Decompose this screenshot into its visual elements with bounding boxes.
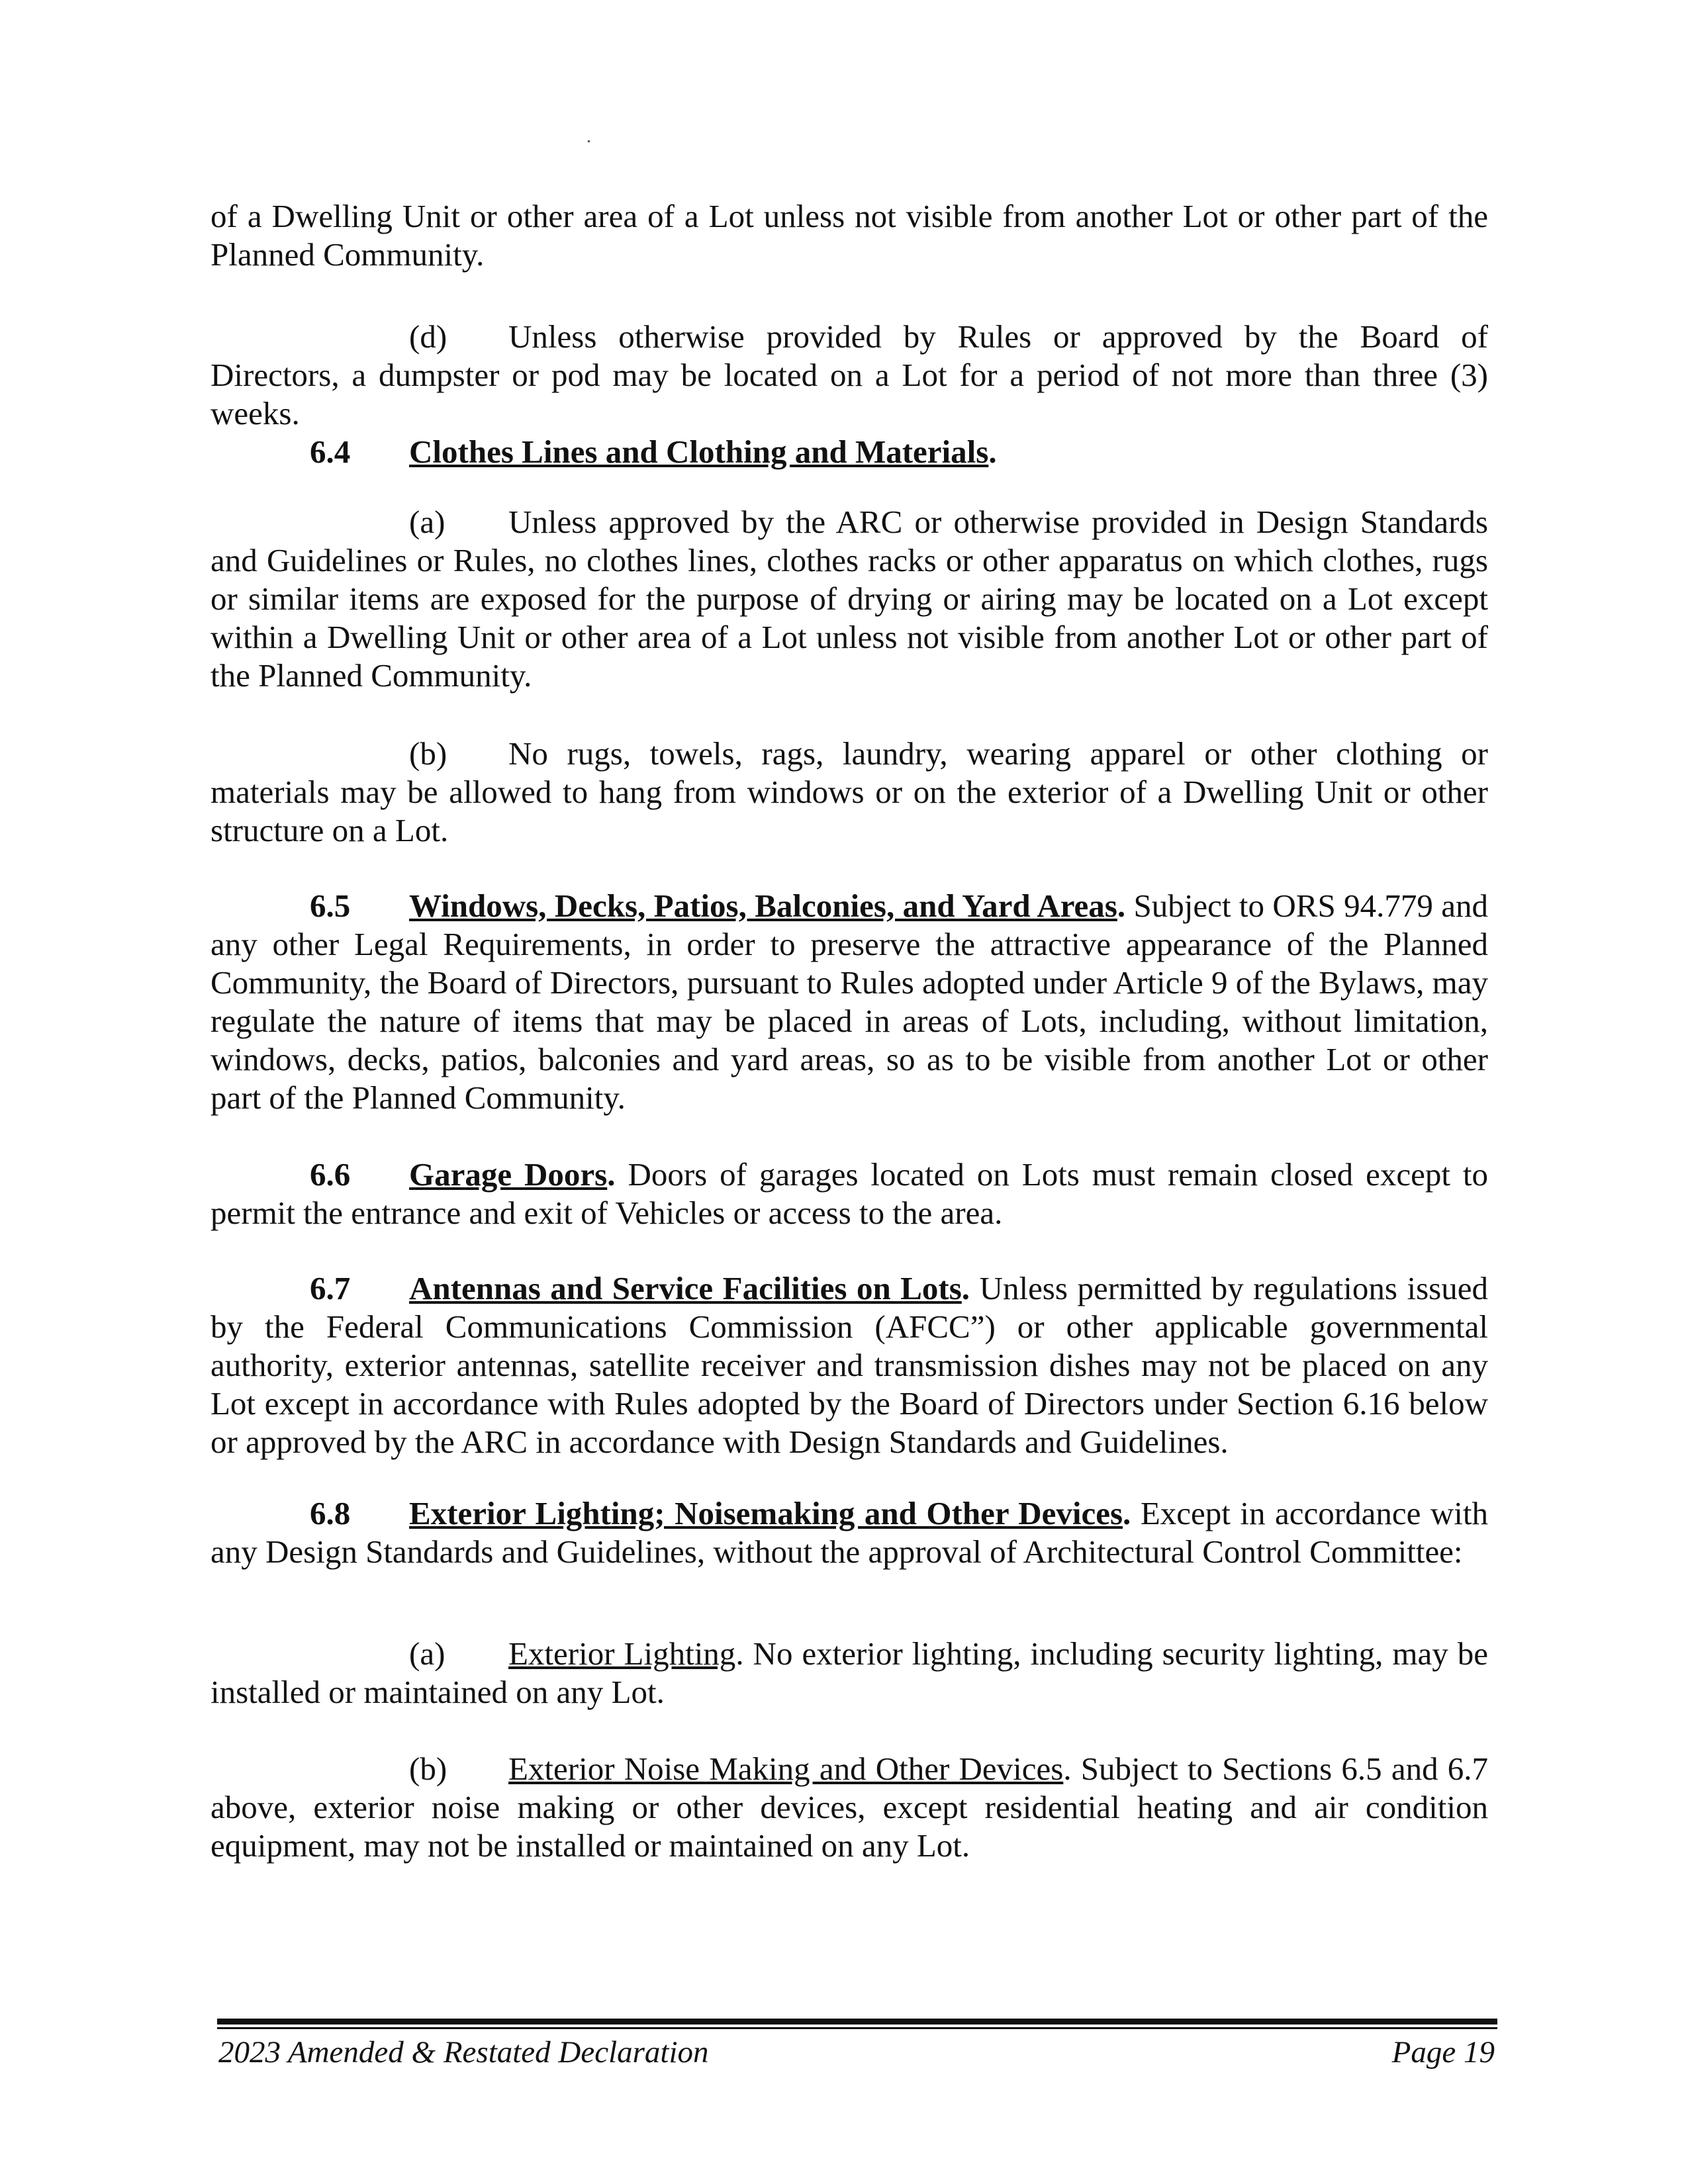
- section-6-7-title: Antennas and Service Facilities on Lots: [409, 1270, 962, 1306]
- section-6-7-text: Unless permitted by regulations issued by the Federal Communications Commission (AFCC”) or other applicable governmental authority, exterior antennas, satellite receiver and transmission dishes may not be placed on any Lot except in accordance with Rules adopted by the Board of Directors under Section 6.16 below or approved by the ARC in accordance with Design Standards and Guidelines.: [211, 1270, 1488, 1460]
- section-6-8-b: [211, 1750, 1488, 1865]
- section-6-8-b-title: Exterior Noise Making and Other Devices: [508, 1751, 1064, 1787]
- section-6-6: [211, 1156, 1488, 1232]
- section-6-8-text: Except in accordance with any Design Standards and Guidelines, without the approval of Architectural Control Committee:: [211, 1495, 1488, 1570]
- footer-page-number: Page 19: [1391, 2035, 1495, 2070]
- section-6-4-b-text: No rugs, towels, rags, laundry, wearing apparel or other clothing or materials may be allowed to hang from windows or on the exterior of a Dwelling Unit or other structure on a Lot.: [211, 735, 1488, 848]
- footer-rule-thick: [217, 2019, 1497, 2025]
- section-6-5-period: .: [1117, 887, 1126, 924]
- section-6-4-a: [211, 503, 1488, 695]
- section-6-8-b-label: (b): [409, 1751, 447, 1787]
- section-6-8-period: .: [1123, 1495, 1131, 1531]
- section-6-8-number: 6.8: [310, 1495, 351, 1531]
- continuation-paragraph: of a Dwelling Unit or other area of a Lot unless not visible from another Lot or other part of the Planned Community.: [211, 198, 1488, 273]
- paragraph-d-text: Unless otherwise provided by Rules or approved by the Board of Directors, a dumpster or pod may be located on a Lot for a period of not more than three (3) weeks.: [211, 318, 1488, 432]
- section-6-6-text: Doors of garages located on Lots must remain closed except to permit the entrance and exit of Vehicles or access to the area.: [211, 1156, 1488, 1231]
- section-6-4-b: [211, 735, 1488, 850]
- section-6-5-title: Windows, Decks, Patios, Balconies, and Yard Areas: [409, 887, 1117, 924]
- section-6-6-period: .: [607, 1156, 616, 1193]
- section-6-4-number: 6.4: [310, 433, 351, 470]
- section-6-8-a-label: (a): [409, 1635, 445, 1672]
- section-6-4-title: Clothes Lines and Clothing and Materials: [409, 433, 989, 470]
- section-6-4-a-text: Unless approved by the ARC or otherwise provided in Design Standards and Guidelines or Rules, no clothes lines, clothes racks or other apparatus on which clothes, rugs or similar items are exposed for the purpose of drying or airing may be located on a Lot except within a Dwelling Unit or other area of a Lot unless not visible from another Lot or other part of the Planned Community.: [211, 504, 1488, 694]
- paragraph-d: [211, 318, 1488, 433]
- paragraph-d-label: (d): [409, 318, 447, 355]
- section-6-8-a: [211, 1635, 1488, 1711]
- section-6-4-a-label: (a): [409, 504, 445, 540]
- section-6-5: [211, 887, 1488, 1117]
- section-6-6-title: Garage Doors: [409, 1156, 608, 1193]
- section-6-4-period: .: [988, 433, 997, 470]
- section-6-6-number: 6.6: [310, 1156, 351, 1193]
- section-6-5-number: 6.5: [310, 887, 351, 924]
- section-6-8-a-text: . No exterior lighting, including security lighting, may be installed or maintained on any Lot.: [211, 1635, 1488, 1710]
- footer-document-title: 2023 Amended & Restated Declaration: [218, 2035, 709, 2070]
- section-6-4-heading: [310, 433, 997, 471]
- section-6-8-b-text: . Subject to Sections 6.5 and 6.7 above, exterior noise making or other devices, except residential heating and air condition equipment, may not be installed or maintained on any Lot.: [211, 1751, 1489, 1864]
- section-6-7-period: .: [961, 1270, 970, 1306]
- section-6-8: [211, 1494, 1488, 1571]
- section-6-8-a-title: Exterior Lighting: [508, 1635, 736, 1672]
- section-6-7: [211, 1269, 1488, 1461]
- section-6-8-title: Exterior Lighting; Noisemaking and Other Devices: [409, 1495, 1123, 1531]
- section-6-5-text: Subject to ORS 94.779 and any other Legal Requirements, in order to preserve the attractive appearance of the Planned Community, the Board of Directors, pursuant to Rules adopted under Article 9 of the Bylaws, may regulate the nature of items that may be placed in areas of Lots, including, without limitation, windows, decks, patios, balconies and yard areas, so as to be visible from another Lot or other part of the Planned Community.: [211, 887, 1488, 1116]
- section-6-7-number: 6.7: [310, 1270, 351, 1306]
- scan-speck: [588, 140, 590, 142]
- section-6-4-b-label: (b): [409, 735, 447, 772]
- footer-rule-thin: [217, 2027, 1497, 2029]
